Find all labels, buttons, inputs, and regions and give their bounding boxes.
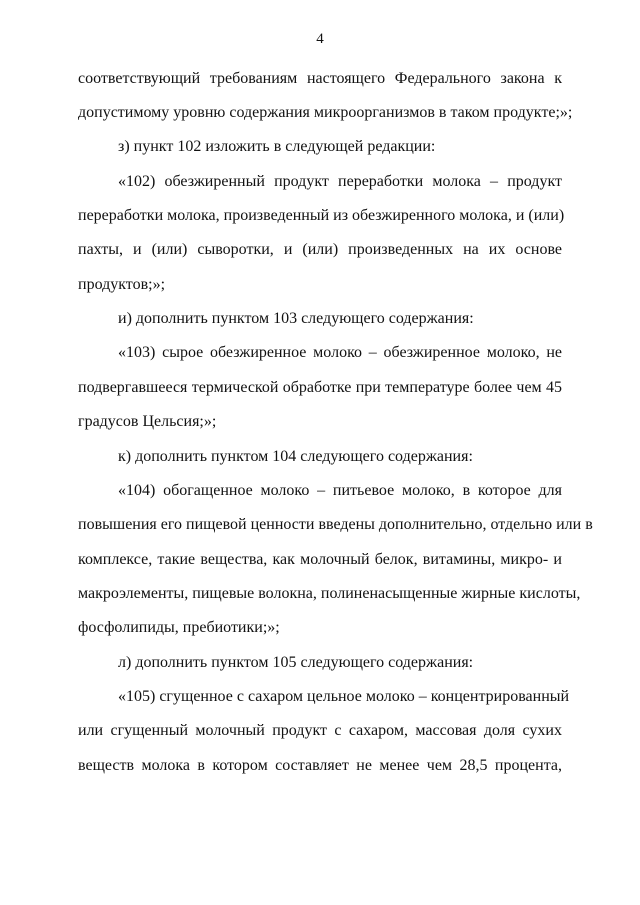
text-line: соответствующий требованиям настоящего Федерального закона к <box>78 70 562 87</box>
text-line: градусов Цельсия;»; <box>78 413 217 430</box>
text-line: л) дополнить пунктом 105 следующего содержания: <box>118 654 474 671</box>
page-number: 4 <box>316 31 324 47</box>
text-line: «105) сгущенное с сахаром цельное молоко – концентрированный <box>118 688 570 705</box>
text-line: веществ молока в котором составляет не менее чем 28,5 процента, <box>78 757 562 774</box>
text-line: «103) сырое обезжиренное молоко – обезжиренное молоко, не <box>118 344 562 361</box>
text-line: подвергавшееся термической обработке при температуре более чем 45 <box>78 379 562 396</box>
text-line: з) пункт 102 изложить в следующей редакции: <box>118 138 436 155</box>
text-line: продуктов;»; <box>78 276 166 293</box>
text-line: и) дополнить пунктом 103 следующего содержания: <box>118 310 474 327</box>
text-line: или сгущенный молочный продукт с сахаром, массовая доля сухих <box>78 722 562 739</box>
text-line: к) дополнить пунктом 104 следующего содержания: <box>118 448 473 465</box>
text-line: повышения его пищевой ценности введены дополнительно, отдельно или в <box>78 516 593 533</box>
text-line: фосфолипиды, пребиотики;»; <box>78 619 280 636</box>
text-line: пахты, и (или) сыворотки, и (или) произведенных на их основе <box>78 241 562 258</box>
text-line: комплексе, такие вещества, как молочный белок, витамины, микро- и <box>78 551 562 568</box>
text-line: макроэлементы, пищевые волокна, полиненасыщенные жирные кислоты, <box>78 585 581 602</box>
text-line: переработки молока, произведенный из обезжиренного молока, и (или) <box>78 207 565 224</box>
text-line: допустимому уровню содержания микроорганизмов в таком продукте;»; <box>78 104 573 121</box>
text-line: «104) обогащенное молоко – питьевое молоко, в которое для <box>118 482 562 499</box>
text-line: «102) обезжиренный продукт переработки молока – продукт <box>118 173 562 190</box>
